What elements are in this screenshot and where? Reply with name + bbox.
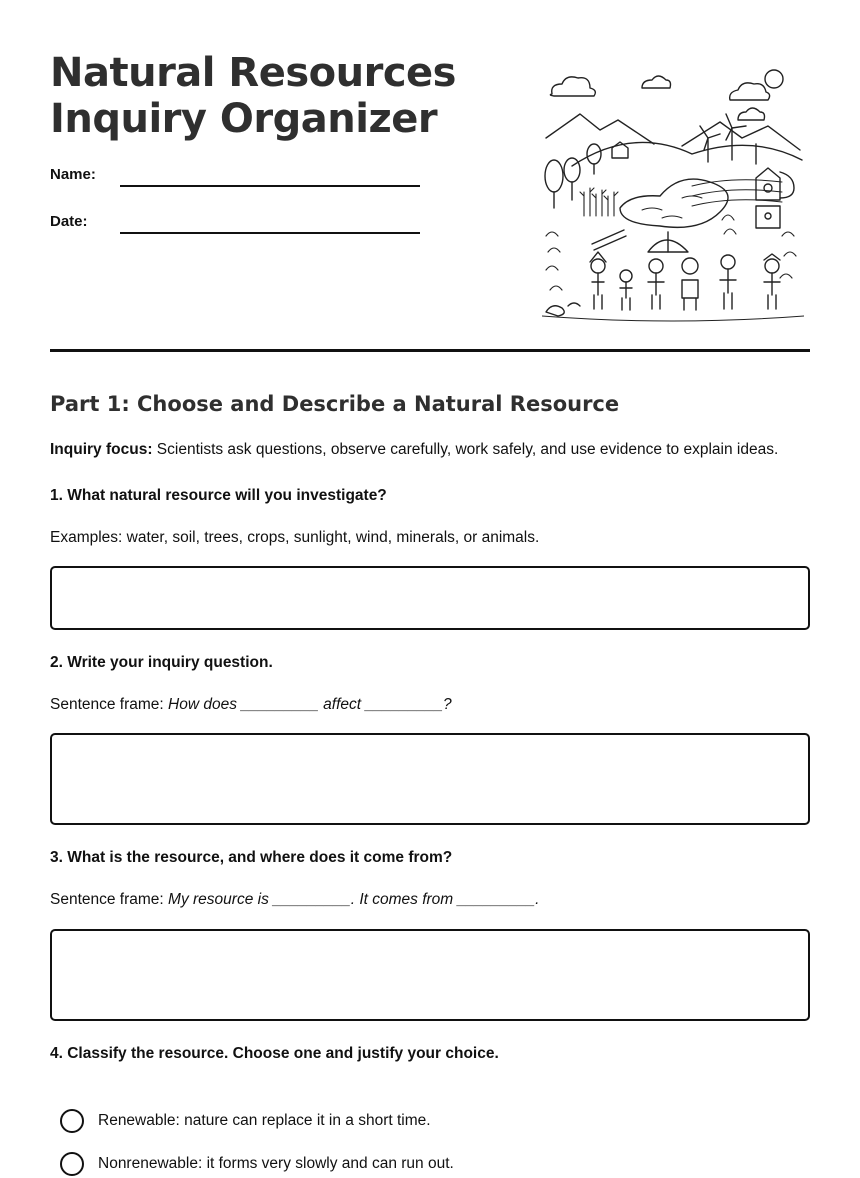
option-renewable-label: Renewable: nature can replace it in a short time. (98, 1112, 431, 1129)
question-1-examples: Examples: water, soil, trees, crops, sunlight, wind, minerals, or animals. (50, 529, 540, 546)
answer-box-2[interactable] (50, 733, 810, 825)
part1-title: Part 1: Choose and Describe a Natural Resource (50, 392, 620, 416)
radio-nonrenewable[interactable] (60, 1152, 84, 1176)
question-3: 3. What is the resource, and where does it come from? (50, 849, 453, 866)
nature-illustration (542, 66, 804, 322)
frame-text: How does _________ affect _________? (168, 696, 452, 713)
date-field[interactable] (50, 212, 420, 240)
title-line-2: Inquiry Organizer (50, 96, 438, 142)
wind-turbines (700, 114, 756, 164)
mountains-left (546, 114, 654, 144)
option-renewable[interactable] (60, 1109, 760, 1135)
question-1: 1. What natural resource will you investigate? (50, 487, 387, 504)
crops (580, 188, 618, 216)
worksheet-page (50, 0, 810, 1172)
children (590, 252, 780, 310)
answer-box-3[interactable] (50, 929, 810, 1021)
option-nonrenewable[interactable] (60, 1152, 760, 1178)
page-title (50, 50, 456, 142)
date-line[interactable] (120, 232, 420, 234)
name-line[interactable] (120, 185, 420, 187)
focus-text: Scientists ask questions, observe carefully, work safely, and use evidence to explain ideas. (152, 441, 779, 458)
frame-label: Sentence frame: (50, 696, 169, 713)
rocks (546, 303, 580, 316)
frame-text: My resource is _________. It comes from _________. (168, 891, 540, 908)
question-3-frame (50, 889, 810, 911)
logs (592, 230, 626, 250)
hills (572, 142, 802, 166)
option-nonrenewable-label: Nonrenewable: it forms very slowly and can run out. (98, 1155, 454, 1172)
name-label: Name: (50, 166, 96, 183)
title-line-1: Natural Resources (50, 50, 456, 96)
focus-label: Inquiry focus: (50, 441, 153, 458)
pond (620, 179, 728, 227)
question-2-frame (50, 694, 810, 716)
birdhouse (756, 168, 794, 228)
question-4: 4. Classify the resource. Choose one and justify your choice. (50, 1045, 499, 1062)
date-label: Date: (50, 213, 88, 230)
name-field[interactable] (50, 165, 420, 193)
inquiry-focus (50, 439, 810, 461)
question-2: 2. Write your inquiry question. (50, 654, 273, 671)
frame-label: Sentence frame: (50, 891, 169, 908)
radio-renewable[interactable] (60, 1109, 84, 1133)
header-divider (50, 349, 810, 352)
clouds (550, 70, 783, 120)
answer-box-1[interactable] (50, 566, 810, 630)
